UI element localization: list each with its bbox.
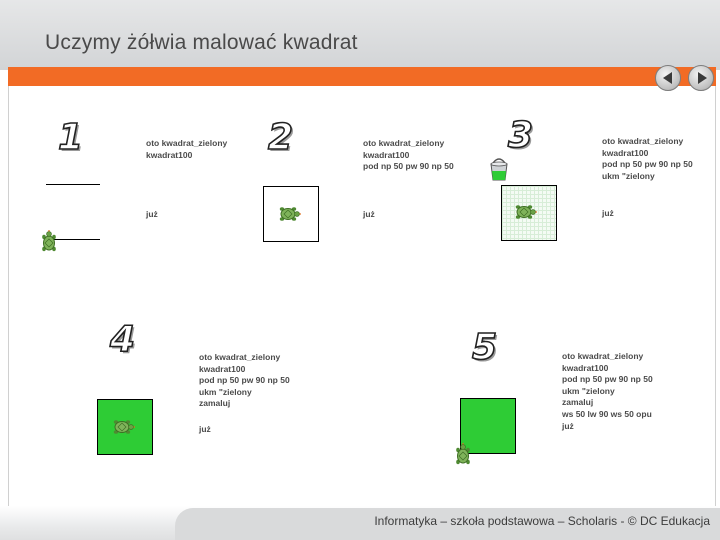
code-step-5: oto kwadrat_zielony kwadrat100 pod np 50 pw 90 np 50 ukm "zielony zamaluj ws 50 lw 90 ws 50 opu już	[562, 351, 653, 431]
code-end-step-4: już	[199, 424, 211, 434]
slide-title: Uczymy żółwia malować kwadrat	[45, 31, 358, 54]
arrow-left-icon	[663, 72, 672, 84]
arrow-right-icon	[698, 72, 707, 84]
step-number-5: 5	[472, 327, 498, 368]
paint-bucket-icon	[488, 156, 510, 182]
turtle-icon	[454, 443, 472, 465]
turtle-icon	[40, 230, 58, 252]
next-slide-button[interactable]	[688, 65, 714, 91]
accent-bar	[8, 67, 716, 86]
code-end-step-3: już	[602, 208, 614, 218]
code-end-step-2: już	[363, 209, 375, 219]
step-number-1: 1	[58, 117, 84, 158]
drawn-line-top	[46, 184, 100, 185]
turtle-icon	[279, 205, 301, 223]
step-number-3: 3	[508, 115, 534, 156]
code-step-4: oto kwadrat_zielony kwadrat100 pod np 50 pw 90 np 50 ukm "zielony zamaluj	[199, 352, 290, 409]
code-step-2: oto kwadrat_zielony kwadrat100 pod np 50 pw 90 np 50	[363, 138, 454, 172]
code-step-1: oto kwadrat_zielony kwadrat100	[146, 138, 228, 160]
right-border	[715, 86, 716, 522]
turtle-icon	[515, 203, 537, 221]
prev-slide-button[interactable]	[655, 65, 681, 91]
step-number-4: 4	[110, 319, 136, 360]
turtle-icon	[113, 418, 135, 436]
code-step-3: oto kwadrat_zielony kwadrat100 pod np 50 pw 90 np 50 ukm "zielony	[602, 136, 693, 181]
code-end-step-1: już	[146, 209, 158, 219]
step-number-2: 2	[268, 117, 294, 158]
left-border	[8, 86, 9, 522]
footer-text: Informatyka – szkoła podstawowa – Scholaris - © DC Edukacja	[374, 514, 710, 528]
